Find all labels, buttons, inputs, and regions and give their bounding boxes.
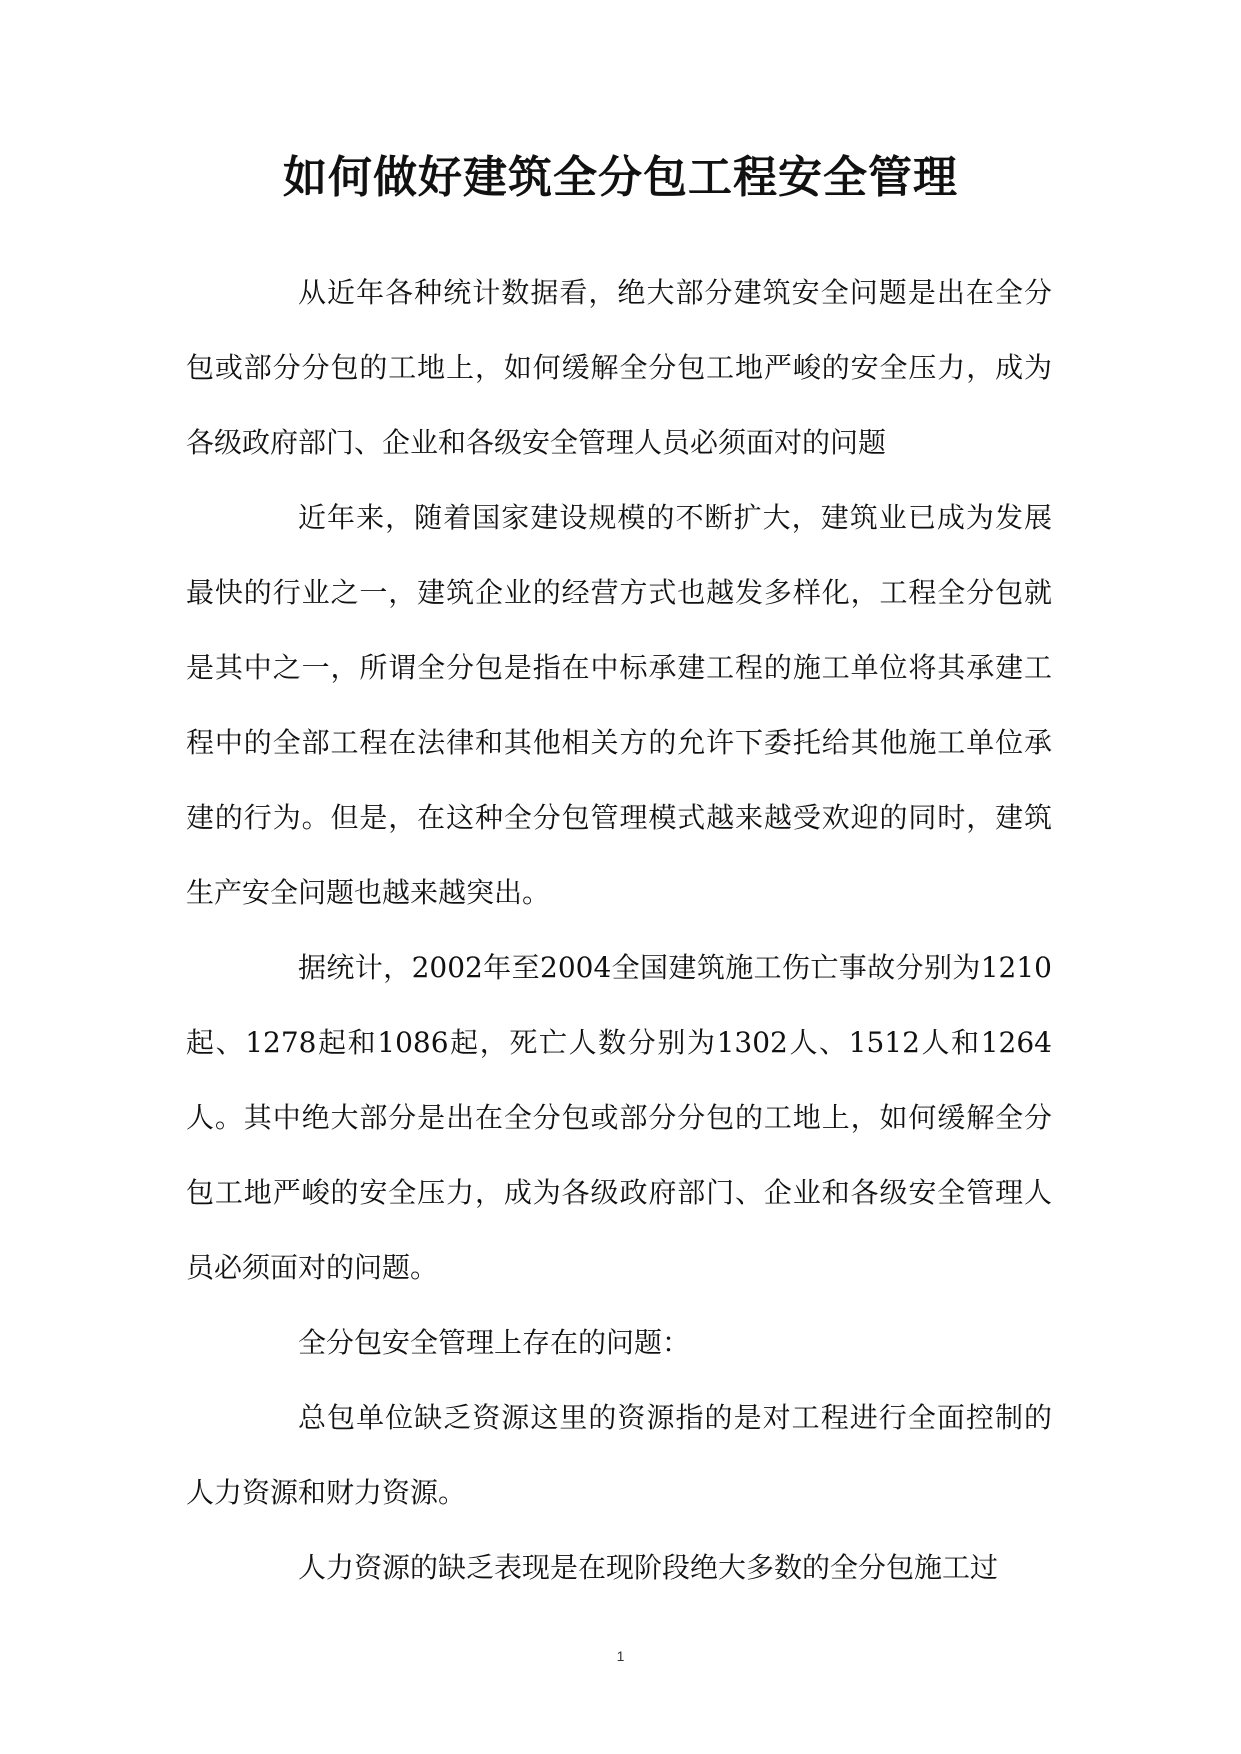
document-title: 如何做好建筑全分包工程安全管理 [283, 152, 958, 203]
paragraph-background: 近年来，随着国家建设规模的不断扩大，建筑业已成为发展最快的行业之一，建筑企业的经营方式也越发多样化，工程全分包就是其中之一，所谓全分包是指在中标承建工程的施工单位将其承建工程中的全部工程在法律和其他相关方的允许下委托给其他施工单位承建的行为。但是，在这种全分包管理模式越来越受欢迎的同时，建筑生产安全问题也越来越突出。 [186, 501, 1052, 909]
paragraph-statistics: 据统计，2002年至2004全国建筑施工伤亡事故分别为1210起、1278起和1086起，死亡人数分别为1302人、1512人和1264人。其中绝大部分是出在全分包或部分分包的工地上，如何缓解全分包工地严峻的安全压力，成为各级政府部门、企业和各级安全管理人员必须面对的问题。 [186, 951, 1052, 1284]
page-number: 1 [616, 1648, 625, 1664]
paragraph-resources: 总包单位缺乏资源这里的资源指的是对工程进行全面控制的人力资源和财力资源。 [186, 1401, 1052, 1509]
paragraph-human-resources: 人力资源的缺乏表现是在现阶段绝大多数的全分包施工过 [298, 1551, 999, 1584]
paragraph-problems-heading: 全分包安全管理上存在的问题： [298, 1326, 691, 1359]
paragraph-intro: 从近年各种统计数据看，绝大部分建筑安全问题是出在全分包或部分分包的工地上，如何缓解全分包工地严峻的安全压力，成为各级政府部门、企业和各级安全管理人员必须面对的问题 [186, 276, 1052, 459]
document-body [186, 255, 1052, 1605]
